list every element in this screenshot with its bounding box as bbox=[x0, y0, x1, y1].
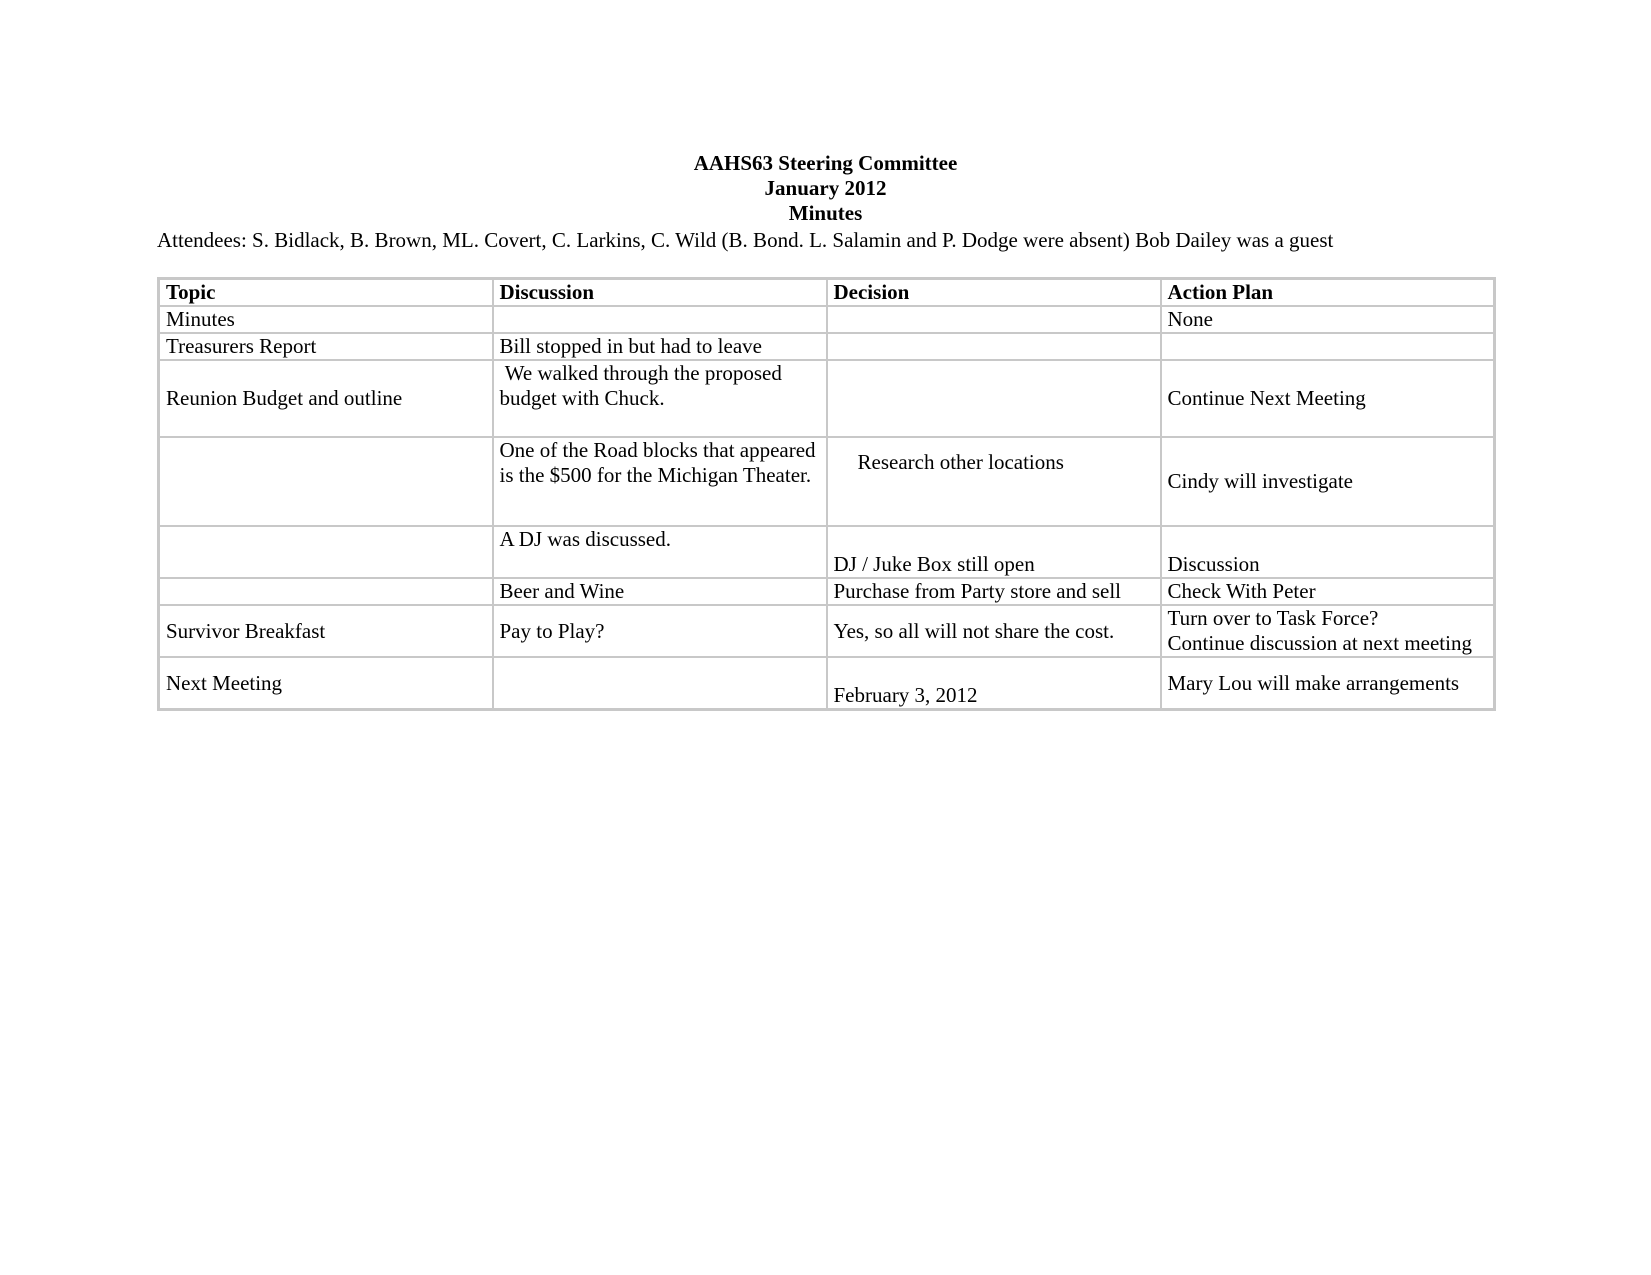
cell-topic bbox=[159, 526, 493, 578]
cell-topic: Minutes bbox=[159, 306, 493, 333]
cell-topic: Survivor Breakfast bbox=[159, 605, 493, 657]
header-decision: Decision bbox=[827, 279, 1161, 307]
cell-decision: February 3, 2012 bbox=[827, 657, 1161, 710]
header-action-plan: Action Plan bbox=[1161, 279, 1495, 307]
cell-discussion: Beer and Wine bbox=[493, 578, 827, 605]
cell-discussion: One of the Road blocks that appeared is the $500 for the Michigan Theater. bbox=[493, 437, 827, 526]
cell-decision bbox=[827, 306, 1161, 333]
table-row bbox=[159, 605, 1495, 657]
table-row bbox=[159, 437, 1495, 526]
document-type: Minutes bbox=[788, 201, 863, 225]
cell-action: None bbox=[1161, 306, 1495, 333]
document-header bbox=[0, 151, 1651, 226]
cell-action: Cindy will investigate bbox=[1161, 437, 1495, 526]
cell-topic: Treasurers Report bbox=[159, 333, 493, 360]
attendees-line: Attendees: S. Bidlack, B. Brown, ML. Covert, C. Larkins, C. Wild (B. Bond. L. Salamin and P. Dodge were absent) Bob Dailey was a guest bbox=[157, 228, 1334, 252]
cell-discussion: We walked through the proposed budget with Chuck. bbox=[493, 360, 827, 437]
cell-action bbox=[1161, 605, 1495, 657]
table-row bbox=[159, 360, 1495, 437]
header-topic: Topic bbox=[159, 279, 493, 307]
meeting-date: January 2012 bbox=[764, 176, 887, 200]
table-row bbox=[159, 333, 1495, 360]
table-header-row bbox=[159, 279, 1495, 307]
cell-action bbox=[1161, 333, 1495, 360]
cell-decision bbox=[827, 360, 1161, 437]
table-row bbox=[159, 306, 1495, 333]
cell-decision: Research other locations bbox=[827, 437, 1161, 526]
cell-decision: Yes, so all will not share the cost. bbox=[827, 605, 1161, 657]
cell-action: Check With Peter bbox=[1161, 578, 1495, 605]
table-row bbox=[159, 578, 1495, 605]
minutes-table bbox=[157, 277, 1496, 711]
cell-discussion bbox=[493, 657, 827, 710]
cell-decision: DJ / Juke Box still open bbox=[827, 526, 1161, 578]
cell-discussion bbox=[493, 306, 827, 333]
cell-topic: Next Meeting bbox=[159, 657, 493, 710]
cell-topic: Reunion Budget and outline bbox=[159, 360, 493, 437]
cell-topic bbox=[159, 437, 493, 526]
table-row bbox=[159, 526, 1495, 578]
committee-title: AAHS63 Steering Committee bbox=[693, 151, 958, 175]
header-discussion: Discussion bbox=[493, 279, 827, 307]
cell-discussion: A DJ was discussed. bbox=[493, 526, 827, 578]
cell-action: Discussion bbox=[1161, 526, 1495, 578]
cell-action: Continue Next Meeting bbox=[1161, 360, 1495, 437]
cell-action-line: Continue discussion at next meeting bbox=[1167, 631, 1472, 655]
table-row bbox=[159, 657, 1495, 710]
cell-topic bbox=[159, 578, 493, 605]
cell-action: Mary Lou will make arrangements bbox=[1161, 657, 1495, 710]
cell-discussion: Pay to Play? bbox=[493, 605, 827, 657]
cell-action-line: Turn over to Task Force? bbox=[1167, 606, 1379, 630]
cell-decision: Purchase from Party store and sell bbox=[827, 578, 1161, 605]
cell-discussion: Bill stopped in but had to leave bbox=[493, 333, 827, 360]
cell-decision bbox=[827, 333, 1161, 360]
